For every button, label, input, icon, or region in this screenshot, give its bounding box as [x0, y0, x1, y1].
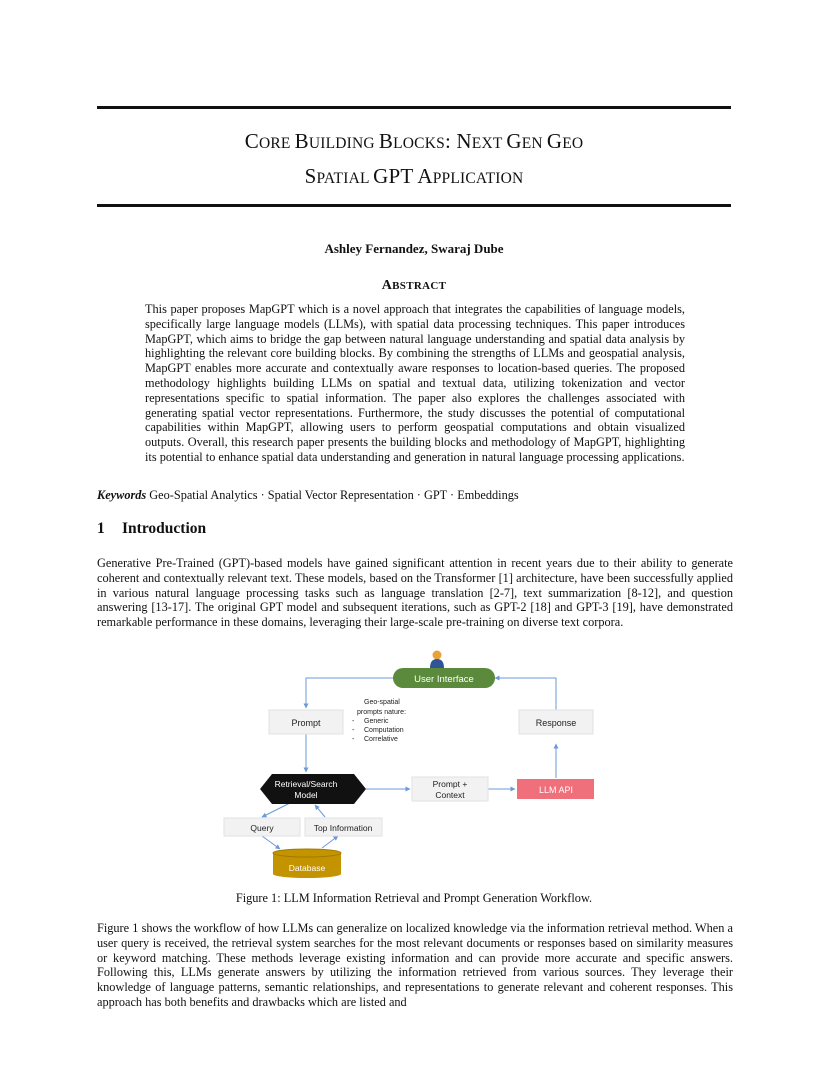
llm-api-label: LLM API: [538, 785, 574, 795]
user-interface-node: [393, 668, 495, 688]
prompt-context-label: Prompt +: [432, 779, 468, 789]
title-word: CORE: [244, 129, 295, 153]
abstract-text: This paper proposes MapGPT which is a novel approach that integrates the capabilities of language models, specifically large language models (LLMs), with spatial data processing techniques. This paper introduces MapGPT, which aims to bridge the gap between natural language understanding and spatial data analysis by highlighting the relevant core building blocks. By combining the strengths of LLMs and geospatial analysis, MapGPT enables more accurate and contextually aware responses to location-based queries. The proposed methodology highlights building LLMs on spatial and textual data, utilizing tokenization and vector representations specific to spatial information. The paper also explores the challenges associated with generating spatial vector representations. Furthermore, the study discusses the potential of computational capabilities within MapGPT, allowing users to perform geospatial computations and obtain visualized outputs. Overall, this research paper presents the building blocks and methodology of MapGPT, highlighting its potential to enhance spatial data understanding and generation in natural language processing applications.: [145, 302, 685, 464]
title-word: : NEXT: [444, 129, 507, 153]
section-number: 1: [97, 520, 105, 537]
arrow-db-to-top: [322, 836, 338, 848]
retrieval-model-node: [260, 774, 366, 804]
figure-caption: Figure 1: LLM Information Retrieval and Prompt Generation Workflow.: [235, 891, 593, 905]
title-word: BUILDING: [294, 129, 379, 153]
arrow-response-to-ui: [495, 678, 556, 714]
abstract-heading: ABSTRACT: [381, 278, 447, 293]
keywords-text: Geo-Spatial Analytics · Spatial Vector Representation · GPT · Embeddings: [149, 488, 519, 502]
arrow-retrieval-to-query: [262, 803, 290, 817]
response-label: Response: [535, 718, 577, 728]
author-name: Ashley Fernandez: [324, 241, 425, 256]
author-separator: ,: [424, 241, 431, 256]
note-item: Correlative: [364, 736, 398, 743]
query-label: Query: [250, 823, 274, 833]
note-bullet: -: [352, 727, 355, 734]
prompt-node: [269, 710, 343, 734]
note-item: Generic: [364, 718, 389, 725]
prompt-context-node: [412, 777, 488, 801]
keywords-label: Keywords: [97, 488, 147, 502]
arrow-top-to-retrieval: [315, 805, 325, 817]
retrieval-label: Model: [294, 790, 318, 800]
note-bullet: -: [352, 718, 355, 725]
body-paragraph: Figure 1 shows the workflow of how LLMs can generalize on localized knowledge via the information retrieval method. When a user query is received, the retrieval system searches for the most relevant documents or responses based on similarity measures or keyword matching. These methods leverage existing information and can provide more accurate and specific answers. Following this, LLMs generate answers by utilizing the information retrieved from various sources. They leverage their knowledge of language patterns, semantic relationships, and representations to generate relevant and coherent responses. This approach has both benefits and drawbacks which are listed and: [97, 921, 733, 1009]
note-bullet: -: [352, 736, 355, 743]
prompt-label: Prompt: [291, 718, 321, 728]
title-word: GEO: [546, 129, 584, 153]
prompt-context-label: Context: [435, 790, 465, 800]
title-word: GPT APPLICATION: [373, 164, 524, 188]
response-node: [519, 710, 593, 734]
user-interface-label: User Interface: [414, 674, 474, 685]
user-icon: [430, 651, 444, 669]
section-title: Introduction: [122, 520, 207, 537]
top-information-label: Top Information: [313, 823, 373, 833]
notes-title: Geo-spatial: [364, 699, 400, 706]
llm-api-node: [517, 779, 594, 799]
author-name: Swaraj Dube: [430, 241, 504, 256]
retrieval-label: Retrieval/Search: [274, 779, 338, 789]
bottom-rule: [97, 204, 731, 207]
database-node: [273, 849, 341, 878]
paper-title-line-2: [97, 157, 731, 198]
authors: [97, 241, 731, 257]
workflow-figure: [0, 648, 828, 878]
notes-title: prompts nature:: [357, 709, 407, 716]
section-heading: [97, 520, 206, 538]
arrow-query-to-db: [262, 836, 280, 849]
title-word: BLOCKS: [378, 129, 445, 153]
note-item: Computation: [364, 727, 404, 734]
title-word: GEN: [506, 129, 547, 153]
title-word: SPATIAL: [304, 164, 374, 188]
keywords: [97, 488, 757, 503]
prompt-nature-notes: [352, 699, 406, 743]
top-information-node: [305, 818, 382, 836]
intro-paragraph: Generative Pre-Trained (GPT)-based models have gained significant attention in recent years due to their ability to generate coherent and contextually relevant text. These models, based on the Transformer [1] architecture, have been successfully applied in various natural language processing tasks such as language translation [2-7], text summarization [8-12], and question answering [13-17]. The original GPT model and subsequent iterations, such as GPT-2 [18] and GPT-3 [19], have demonstrated remarkable performance in these domains, leveraging their large-scale pre-training on diverse text corpora.: [97, 556, 733, 630]
database-label: Database: [288, 863, 326, 873]
top-rule: [97, 106, 731, 109]
query-node: [224, 818, 300, 836]
